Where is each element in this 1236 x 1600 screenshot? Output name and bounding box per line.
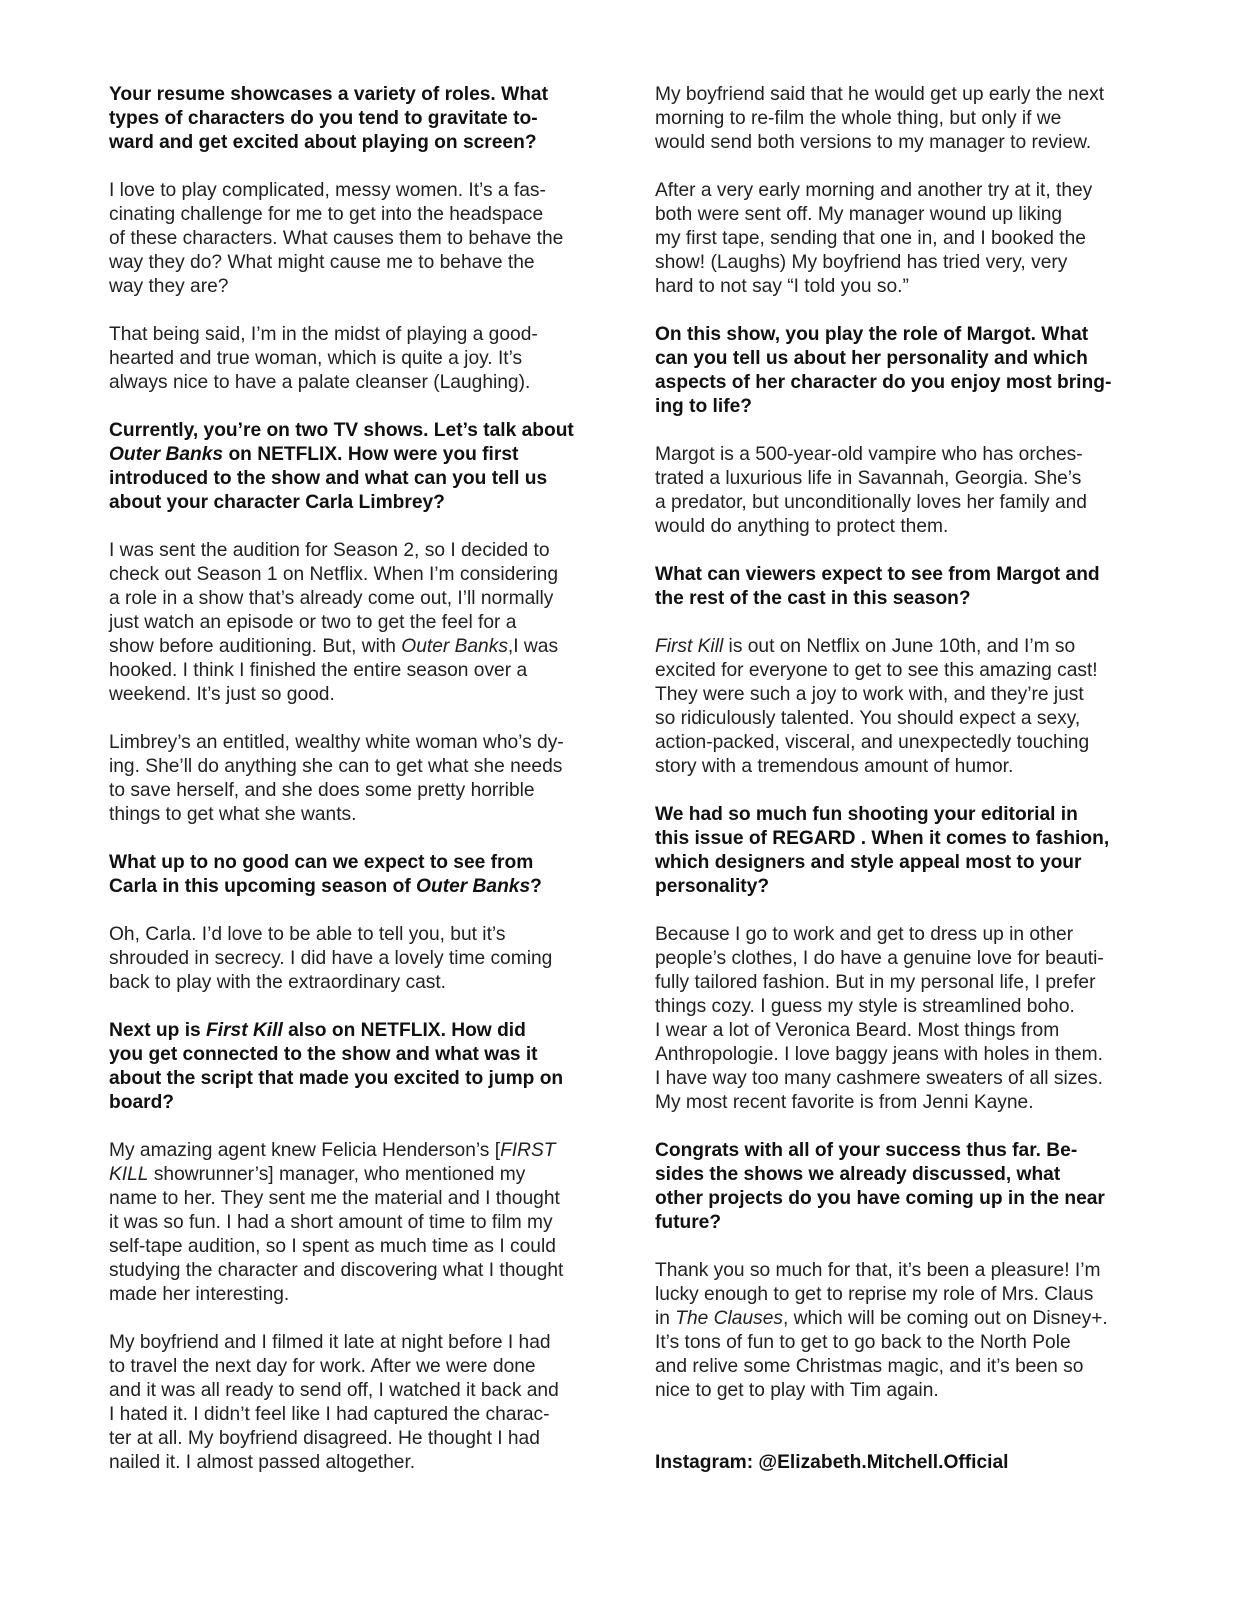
text-line	[109, 1331, 597, 1355]
text-line	[655, 947, 1135, 971]
text-segment: this issue of REGARD . When it comes to fashion,	[655, 828, 1110, 849]
text-line	[655, 659, 1135, 683]
text-segment: to travel the next day for work. After we were done	[109, 1356, 536, 1377]
text-segment: I hated it. I didn’t feel like I had captured the charac-	[109, 1404, 550, 1425]
text-segment: both were sent off. My manager wound up liking	[655, 204, 1063, 225]
interview-answer	[655, 1259, 1135, 1403]
text-line	[109, 683, 597, 707]
text-segment: nailed it. I almost passed altogether.	[109, 1452, 416, 1473]
text-segment: After a very early morning and another try at it, they	[655, 180, 1093, 201]
interview-answer	[109, 179, 597, 299]
text-segment: also on NETFLIX. How did	[282, 1020, 526, 1041]
text-line	[109, 947, 597, 971]
text-segment: That being said, I’m in the midst of playing a good-	[109, 324, 538, 345]
text-segment: is out on Netflix on June 10th, and I’m so	[723, 636, 1076, 657]
text-segment: board?	[109, 1092, 175, 1113]
text-segment: show! (Laughs) My boyfriend has tried very, very	[655, 252, 1068, 273]
text-line	[109, 731, 597, 755]
text-segment: always nice to have a palate cleanser (Laughing).	[109, 372, 531, 393]
text-line	[655, 563, 1135, 587]
text-segment: On this show, you play the role of Margot. What	[655, 324, 1089, 345]
interview-answer	[109, 1139, 597, 1307]
text-segment: made her interesting.	[109, 1284, 290, 1305]
text-segment: of these characters. What causes them to behave the	[109, 228, 564, 249]
text-line	[109, 323, 597, 347]
text-segment: Your resume showcases a variety of roles. What	[109, 84, 548, 105]
text-segment: I was sent the audition for Season 2, so I decided to	[109, 540, 550, 561]
text-segment: Oh, Carla. I’d love to be able to tell you, but it’s	[109, 924, 506, 945]
text-line	[109, 875, 597, 899]
text-segment: would send both versions to my manager to review.	[655, 132, 1092, 153]
interview-question	[109, 1019, 597, 1115]
text-segment: I have way too many cashmere sweaters of all sizes.	[655, 1068, 1103, 1089]
text-segment: , which will be coming out on Disney+.	[782, 1308, 1108, 1329]
text-line	[655, 443, 1135, 467]
interview-question	[655, 1139, 1135, 1235]
text-line	[109, 1427, 597, 1451]
text-line	[655, 371, 1135, 395]
text-line	[109, 107, 597, 131]
text-line	[109, 563, 597, 587]
text-line	[655, 731, 1135, 755]
text-segment: I love to play complicated, messy women. It’s a fas-	[109, 180, 546, 201]
text-segment: showrunner’s] manager, who mentioned my	[148, 1164, 526, 1185]
text-segment: Anthropologie. I love baggy jeans with holes in them.	[655, 1044, 1103, 1065]
text-line	[109, 491, 597, 515]
text-line	[109, 371, 597, 395]
text-segment: the rest of the cast in this season?	[655, 588, 971, 609]
text-segment: self-tape audition, so I spent as much time as I could	[109, 1236, 556, 1257]
text-line	[109, 1067, 597, 1091]
text-line	[655, 635, 1135, 659]
text-line	[109, 179, 597, 203]
text-line	[655, 1451, 1135, 1475]
text-line	[109, 539, 597, 563]
italic-title-text: KILL	[109, 1164, 149, 1185]
text-line	[109, 779, 597, 803]
text-segment: What can viewers expect to see from Margot and	[655, 564, 1100, 585]
text-line	[655, 707, 1135, 731]
text-line	[655, 515, 1135, 539]
text-segment: can you tell us about her personality and which	[655, 348, 1088, 369]
interview-answer	[109, 1331, 597, 1475]
text-segment: in	[655, 1308, 676, 1329]
text-segment: We had so much fun shooting your editorial in	[655, 804, 1078, 825]
text-segment: things cozy. I guess my style is streamlined boho.	[655, 996, 1075, 1017]
text-line	[109, 1259, 597, 1283]
text-segment: aspects of her character do you enjoy most bring-	[655, 372, 1112, 393]
interview-answer	[109, 731, 597, 827]
text-line	[655, 1187, 1135, 1211]
text-segment: story with a tremendous amount of humor.	[655, 756, 1014, 777]
text-line	[109, 1043, 597, 1067]
text-line	[655, 803, 1135, 827]
interview-question	[109, 419, 597, 515]
text-line	[109, 467, 597, 491]
text-line	[109, 275, 597, 299]
text-segment: ing. She’ll do anything she can to get what she needs	[109, 756, 563, 777]
interview-answer	[109, 923, 597, 995]
text-segment: What up to no good can we expect to see from	[109, 852, 534, 873]
text-line	[109, 587, 597, 611]
interview-question	[109, 851, 597, 899]
text-line	[655, 131, 1135, 155]
text-line	[655, 1331, 1135, 1355]
text-segment: Margot is a 500-year-old vampire who has orches-	[655, 444, 1083, 465]
text-line	[109, 1019, 597, 1043]
text-segment: sides the shows we already discussed, what	[655, 1164, 1061, 1185]
text-segment: to save herself, and she does some pretty horrible	[109, 780, 535, 801]
text-line	[109, 1235, 597, 1259]
text-segment: It’s tons of fun to get to go back to the North Pole	[655, 1332, 1071, 1353]
text-line	[655, 923, 1135, 947]
text-segment: trated a luxurious life in Savannah, Georgia. She’s	[655, 468, 1082, 489]
text-line	[655, 1307, 1135, 1331]
right-text-column	[655, 83, 1135, 1499]
interview-answer	[655, 83, 1135, 155]
text-segment: cinating challenge for me to get into the headspace	[109, 204, 544, 225]
text-line	[109, 131, 597, 155]
text-segment: types of characters do you tend to gravitate to-	[109, 108, 538, 129]
interview-answer	[109, 539, 597, 707]
text-line	[109, 635, 597, 659]
text-segment: my first tape, sending that one in, and I booked the	[655, 228, 1086, 249]
text-line	[109, 83, 597, 107]
text-segment: nice to get to play with Tim again.	[655, 1380, 939, 1401]
text-line	[655, 1283, 1135, 1307]
text-line	[109, 1139, 597, 1163]
text-segment: excited for everyone to get to see this amazing cast!	[655, 660, 1098, 681]
text-segment: action-packed, visceral, and unexpectedly touching	[655, 732, 1090, 753]
text-segment: check out Season 1 on Netflix. When I’m considering	[109, 564, 559, 585]
text-segment: ing to life?	[655, 396, 752, 417]
text-line	[655, 1091, 1135, 1115]
text-segment: ter at all. My boyfriend disagreed. He thought I had	[109, 1428, 540, 1449]
text-line	[655, 1211, 1135, 1235]
text-line	[655, 347, 1135, 371]
left-text-column	[109, 83, 597, 1499]
text-segment: ward and get excited about playing on screen?	[109, 132, 537, 153]
text-line	[655, 851, 1135, 875]
text-line	[655, 755, 1135, 779]
text-line	[109, 227, 597, 251]
interview-answer	[655, 179, 1135, 299]
text-segment: Carla in this upcoming season of	[109, 876, 417, 897]
text-segment: name to her. They sent me the material and I thought	[109, 1188, 560, 1209]
text-segment: which designers and style appeal most to your	[655, 852, 1082, 873]
text-line	[655, 1355, 1135, 1379]
text-line	[655, 227, 1135, 251]
text-segment: morning to re-film the whole thing, but only if we	[655, 108, 1062, 129]
text-segment: about the script that made you excited to jump on	[109, 1068, 564, 1089]
text-segment: a role in a show that’s already come out, I’ll normally	[109, 588, 554, 609]
text-line	[655, 683, 1135, 707]
text-line	[109, 803, 597, 827]
text-line	[655, 203, 1135, 227]
text-segment: it was so fun. I had a short amount of time to film my	[109, 1212, 553, 1233]
text-line	[655, 1139, 1135, 1163]
text-segment: you get connected to the show and what was it	[109, 1044, 538, 1065]
text-segment: show before auditioning. But, with	[109, 636, 402, 657]
text-segment: way they are?	[109, 276, 229, 297]
text-line	[655, 107, 1135, 131]
text-line	[655, 179, 1135, 203]
text-segment: Next up is	[109, 1020, 207, 1041]
text-segment: a predator, but unconditionally loves her family and	[655, 492, 1087, 513]
text-line	[655, 491, 1135, 515]
text-segment: way they do? What might cause me to behave the	[109, 252, 535, 273]
text-segment: Currently, you’re on two TV shows. Let’s talk about	[109, 420, 574, 441]
text-segment: hard to not say “I told you so.”	[655, 276, 909, 297]
text-line	[655, 1379, 1135, 1403]
text-line	[109, 755, 597, 779]
text-segment: and it was all ready to send off, I watched it back and	[109, 1380, 559, 1401]
text-segment: shrouded in secrecy. I did have a lovely time coming	[109, 948, 553, 969]
text-line	[655, 1043, 1135, 1067]
text-line	[655, 971, 1135, 995]
text-line	[109, 1283, 597, 1307]
instagram-handle	[655, 1451, 1135, 1475]
interview-answer	[655, 443, 1135, 539]
interview-question	[655, 323, 1135, 419]
interview-answer	[655, 923, 1135, 1115]
text-segment: and relive some Christmas magic, and it’s been so	[655, 1356, 1084, 1377]
text-line	[655, 83, 1135, 107]
text-line	[655, 827, 1135, 851]
text-segment: Because I go to work and get to dress up in other	[655, 924, 1074, 945]
text-line	[109, 1403, 597, 1427]
text-line	[655, 395, 1135, 419]
italic-title-text: First Kill	[655, 636, 724, 657]
text-line	[109, 659, 597, 683]
text-segment: My boyfriend and I filmed it late at night before I had	[109, 1332, 551, 1353]
text-line	[655, 587, 1135, 611]
text-segment: hearted and true woman, which is quite a joy. It’s	[109, 348, 523, 369]
text-line	[109, 203, 597, 227]
text-segment: so ridiculously talented. You should expect a sexy,	[655, 708, 1081, 729]
text-line	[655, 875, 1135, 899]
text-line	[109, 443, 597, 467]
text-segment: introduced to the show and what can you tell us	[109, 468, 548, 489]
text-line	[109, 347, 597, 371]
italic-title-text: Outer Banks	[416, 876, 531, 897]
text-line	[655, 1019, 1135, 1043]
text-line	[109, 1091, 597, 1115]
text-segment: studying the character and discovering what I thought	[109, 1260, 564, 1281]
interview-question	[655, 563, 1135, 611]
text-segment: My amazing agent knew Felicia Henderson’s [	[109, 1140, 501, 1161]
interview-answer	[655, 635, 1135, 779]
text-segment: just watch an episode or two to get the feel for a	[109, 612, 517, 633]
text-line	[109, 851, 597, 875]
text-line	[109, 1211, 597, 1235]
italic-title-text: The Clauses	[675, 1308, 783, 1329]
text-line	[655, 323, 1135, 347]
text-line	[109, 1355, 597, 1379]
text-line	[109, 1451, 597, 1475]
text-segment: weekend. It’s just so good.	[109, 684, 335, 705]
text-segment: ?	[530, 876, 542, 897]
text-segment: hooked. I think I finished the entire season over a	[109, 660, 528, 681]
text-line	[655, 1163, 1135, 1187]
text-segment: They were such a joy to work with, and they’re just	[655, 684, 1084, 705]
text-line	[109, 1187, 597, 1211]
text-line	[655, 1067, 1135, 1091]
text-segment: fully tailored fashion. But in my personal life, I prefer	[655, 972, 1096, 993]
text-segment: Instagram: @Elizabeth.Mitchell.Official	[655, 1452, 1009, 1473]
text-line	[109, 1379, 597, 1403]
text-line	[109, 971, 597, 995]
text-line	[655, 467, 1135, 491]
text-line	[655, 995, 1135, 1019]
text-segment: My most recent favorite is from Jenni Kayne.	[655, 1092, 1034, 1113]
text-segment: Limbrey’s an entitled, wealthy white woman who’s dy-	[109, 732, 564, 753]
text-segment: ,I was	[507, 636, 559, 657]
text-line	[109, 923, 597, 947]
text-segment: personality?	[655, 876, 770, 897]
text-line	[109, 419, 597, 443]
text-segment: back to play with the extraordinary cast.	[109, 972, 447, 993]
text-segment: on NETFLIX. How were you first	[223, 444, 519, 465]
text-segment: things to get what she wants.	[109, 804, 357, 825]
text-segment: future?	[655, 1212, 722, 1233]
interview-answer	[109, 323, 597, 395]
text-line	[655, 251, 1135, 275]
text-line	[109, 611, 597, 635]
interview-question	[655, 803, 1135, 899]
text-segment: would do anything to protect them.	[655, 516, 949, 537]
text-segment: people’s clothes, I do have a genuine love for beauti-	[655, 948, 1104, 969]
text-line	[109, 251, 597, 275]
text-segment: Congrats with all of your success thus far. Be-	[655, 1140, 1078, 1161]
text-line	[655, 275, 1135, 299]
text-segment: I wear a lot of Veronica Beard. Most things from	[655, 1020, 1060, 1041]
italic-title-text: First Kill	[206, 1020, 283, 1041]
text-line	[655, 1259, 1135, 1283]
text-segment: Thank you so much for that, it’s been a pleasure! I’m	[655, 1260, 1101, 1281]
text-segment: about your character Carla Limbrey?	[109, 492, 445, 513]
text-segment: other projects do you have coming up in the near	[655, 1188, 1105, 1209]
italic-title-text: FIRST	[500, 1140, 556, 1161]
italic-title-text: Outer Banks	[401, 636, 508, 657]
italic-title-text: Outer Banks	[109, 444, 224, 465]
text-line	[109, 1163, 597, 1187]
interview-question	[109, 83, 597, 155]
text-segment: My boyfriend said that he would get up early the next	[655, 84, 1105, 105]
text-segment: lucky enough to get to reprise my role of Mrs. Claus	[655, 1284, 1094, 1305]
